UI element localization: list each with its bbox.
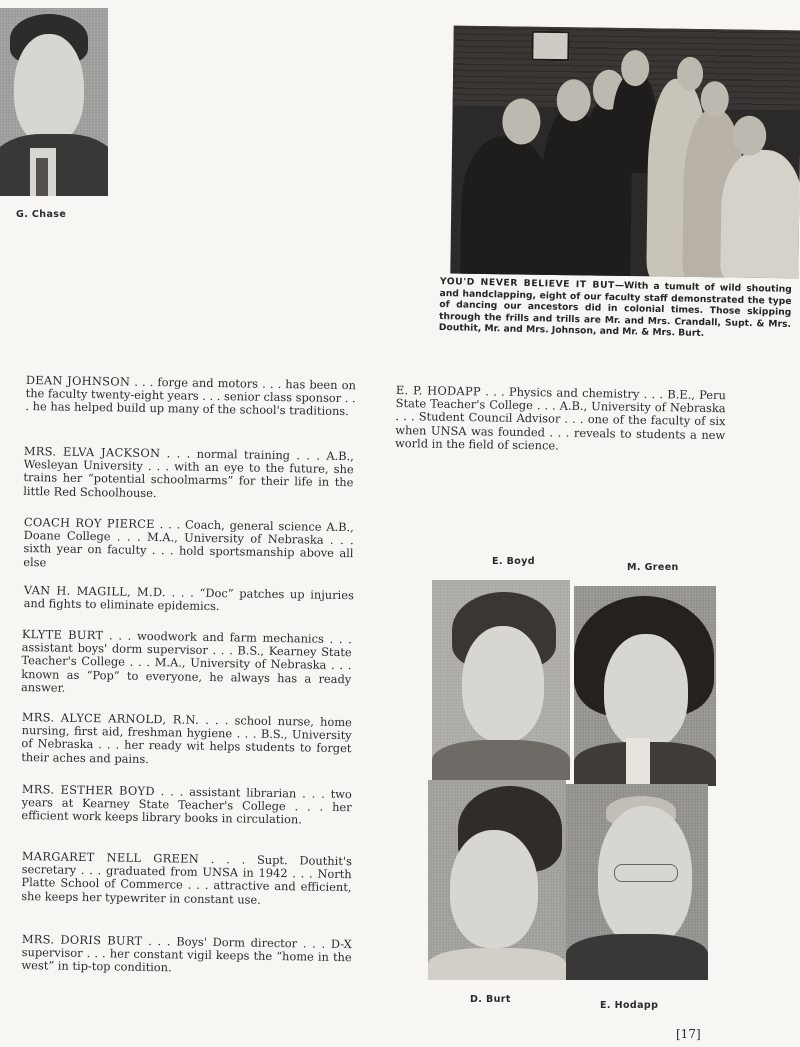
- bio-name: MRS. ESTHER BOYD: [21, 782, 155, 799]
- caption-lead: YOU'D NEVER BELIEVE IT BUT: [439, 276, 616, 291]
- bio-text: . . . school nurse, home nursing, first aid, freshman hygiene . . . B.S., University of Nebraska . . . her ready wit helps students to forget their aches and pains.: [21, 712, 352, 766]
- bio-text: . . . Supt. Douthit's secretary . . . graduated from UNSA in 1942 . . . North Platte School of Commerce . . . attractive and efficient, she keeps her typewriter in constant use.: [21, 851, 352, 907]
- bio-klyte-burt: [21, 628, 352, 699]
- bio-alyce-arnold: [21, 711, 352, 769]
- bio-text: . . . “Doc” patches up injuries and fights to eliminate epidemics.: [23, 585, 354, 614]
- bio-name: MARGARET NELL GREEN: [21, 849, 200, 866]
- bio-name: DEAN JOHNSON: [25, 373, 131, 389]
- portrait-e-boyd: [432, 580, 570, 780]
- portrait-label-d-burt: D. Burt: [470, 994, 511, 1005]
- portrait-d-burt: [428, 780, 566, 980]
- portrait-e-hodapp: [566, 784, 708, 980]
- caption-body: —With a tumult of wild shouting and handclapping, eight of our faculty staff demonstrated the type of dancing our ancestors did in colonial times. Those skipping through the frills and trills are Mr. and Mrs. Crandall, Supt. & Mrs. Douthit, Mr. and Mrs. Johnson, and Mr. & Mrs. Burt.: [438, 279, 792, 340]
- bio-text: . . . Boys' Dorm director . . . D-X supervisor . . . her constant vigil keeps the “home in the west” in tip-top condition.: [21, 933, 352, 975]
- portrait-g-chase: [0, 8, 108, 196]
- portrait-clothing: [428, 948, 566, 980]
- man-figure: [460, 136, 552, 279]
- portrait-label-m-green: M. Green: [627, 562, 679, 573]
- bio-ep-hodapp: [395, 384, 726, 455]
- bio-text: . . . Coach, general science A.B., Doane College . . . M.A., University of Nebraska . . . sixth year on faculty . . . hold sportsmanship above all else: [23, 517, 354, 569]
- portrait-face: [604, 634, 688, 748]
- bio-name: E. P. HODAPP: [395, 383, 482, 399]
- bio-name: COACH ROY PIERCE: [23, 515, 155, 532]
- portrait-ruffle: [626, 738, 650, 784]
- bio-esther-boyd: [21, 783, 352, 828]
- portrait-tie: [36, 158, 48, 196]
- bio-name: KLYTE BURT: [21, 627, 104, 643]
- bio-name: MRS. DORIS BURT: [21, 932, 143, 948]
- portrait-face: [462, 626, 544, 742]
- bio-text: . . . assistant librarian . . . two years at Kearney State Teacher's College . . . her efficient work keeps library books in circulation.: [21, 784, 352, 827]
- bio-van-magill: [24, 584, 354, 616]
- bio-dean-johnson: [25, 374, 356, 419]
- portrait-label-e-boyd: E. Boyd: [492, 556, 535, 567]
- portrait-face: [450, 830, 538, 948]
- bio-roy-pierce: [23, 516, 354, 574]
- portrait-caption-g-chase: G. Chase: [16, 209, 67, 220]
- page-number: [17]: [676, 1027, 701, 1041]
- bio-elva-jackson: [23, 445, 354, 503]
- portrait-face: [14, 34, 84, 144]
- portrait-clothing: [432, 740, 570, 780]
- man-head: [502, 98, 541, 145]
- bio-text: . . . forge and motors . . . has been on the faculty twenty-eight years . . . senior class sponsor . . . he has helped build up many of the school's traditions.: [25, 374, 356, 419]
- group-photo-caption: [439, 276, 792, 342]
- group-dance-photo: [450, 26, 800, 279]
- bio-margaret-green: [21, 850, 352, 908]
- bio-name: VAN H. MAGILL, M.D.: [23, 583, 166, 600]
- portrait-glasses: [614, 864, 678, 882]
- bio-text: . . . Physics and chemistry . . . B.E., Peru State Teacher's College . . . A.B., University of Nebraska . . . Student Council Advisor . . . one of the faculty of six when UNSA was founded . . . reveals to students a new world in the field of science.: [394, 384, 726, 453]
- bio-doris-burt: [21, 933, 352, 978]
- bio-text: . . . normal training . . . A.B., Wesleyan University . . . with an eye to the future, she trains her “potential schoolmarms” for their life in the little Red Schoolhouse.: [23, 446, 354, 500]
- bio-name: MRS. ELVA JACKSON: [23, 444, 161, 461]
- bio-text: . . . woodwork and farm mechanics . . . assistant boys' dorm supervisor . . . B.S., Kearney State Teacher's College . . . M.A., University of Nebraska . . . known as “Pop” to everyone, he always has a ready answer.: [20, 628, 352, 695]
- window: [531, 31, 569, 62]
- woman-figure: [720, 149, 800, 278]
- portrait-label-e-hodapp: E. Hodapp: [600, 1000, 659, 1011]
- portrait-m-green: [574, 586, 716, 786]
- portrait-suit: [566, 934, 708, 980]
- bio-name: MRS. ALYCE ARNOLD, R.N.: [21, 710, 200, 727]
